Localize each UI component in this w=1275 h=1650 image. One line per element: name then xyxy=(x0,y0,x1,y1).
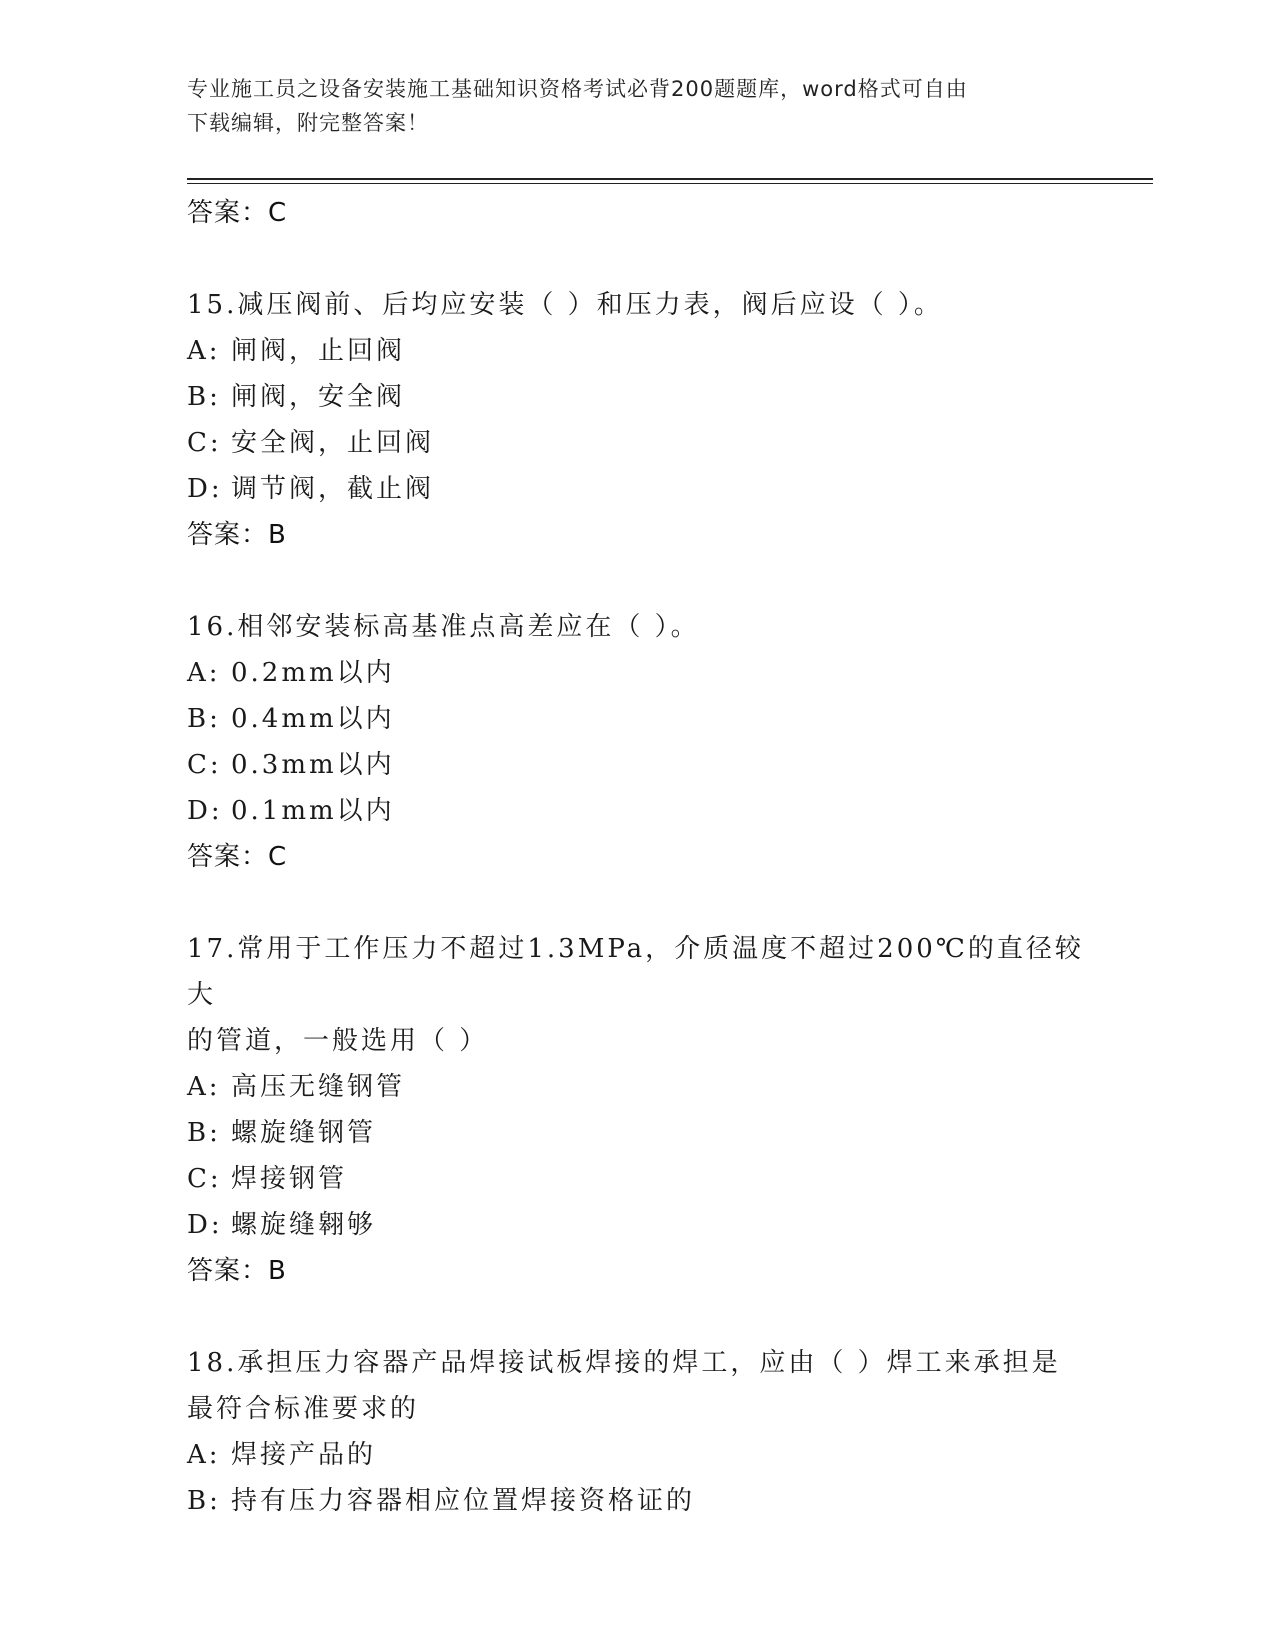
option-text: 螺旋缝翱够 xyxy=(231,1210,377,1240)
option-text: 0.1mm以内 xyxy=(231,796,395,826)
spacer xyxy=(187,558,1087,604)
option-letter: A: xyxy=(187,658,221,688)
option-letter: C: xyxy=(187,1164,222,1194)
document-header xyxy=(187,72,1067,140)
question-text: 18.承担压力容器产品焊接试板焊接的焊工，应由（ ）焊工来承担是 xyxy=(187,1348,1061,1378)
header-divider-thin xyxy=(187,183,1153,184)
option-text: 闸阀，安全阀 xyxy=(231,382,406,412)
option-letter: A: xyxy=(187,1072,221,1102)
option-text: 持有压力容器相应位置焊接资格证的 xyxy=(231,1486,696,1516)
question-block xyxy=(187,1340,1087,1524)
header-line-1: 专业施工员之设备安装施工基础知识资格考试必背200题题库，word格式可自由 xyxy=(187,77,968,101)
question-block xyxy=(187,926,1087,1294)
option-text: 闸阀，止回阀 xyxy=(231,336,406,366)
option-letter: B: xyxy=(187,1486,221,1516)
option-text: 焊接钢管 xyxy=(231,1164,348,1194)
option-letter: C: xyxy=(187,428,222,458)
option-c xyxy=(187,1156,1087,1202)
option-d xyxy=(187,788,1087,834)
option-text: 0.2mm以内 xyxy=(231,658,395,688)
option-d xyxy=(187,466,1087,512)
option-b xyxy=(187,1478,1087,1524)
option-b xyxy=(187,1110,1087,1156)
option-text: 高压无缝钢管 xyxy=(231,1072,406,1102)
spacer xyxy=(187,236,1087,282)
header-line-2: 下载编辑，附完整答案！ xyxy=(187,111,429,135)
option-text: 0.4mm以内 xyxy=(231,704,395,734)
option-text: 螺旋缝钢管 xyxy=(231,1118,377,1148)
option-a xyxy=(187,328,1087,374)
option-a xyxy=(187,1064,1087,1110)
option-letter: A: xyxy=(187,336,221,366)
header-divider-thick xyxy=(187,178,1153,180)
option-c xyxy=(187,420,1087,466)
question-text-continued: 最符合标准要求的 xyxy=(187,1394,420,1424)
option-letter: D: xyxy=(187,796,223,826)
option-a xyxy=(187,650,1087,696)
answer-line: 答案：C xyxy=(187,842,288,872)
option-letter: D: xyxy=(187,474,223,504)
option-text: 调节阀，截止阀 xyxy=(231,474,435,504)
question-block xyxy=(187,604,1087,880)
option-letter: B: xyxy=(187,704,221,734)
question-text: 15.减压阀前、后均应安装（ ）和压力表，阀后应设（ ）。 xyxy=(187,290,943,320)
option-letter: C: xyxy=(187,750,222,780)
option-letter: D: xyxy=(187,1210,223,1240)
spacer xyxy=(187,1294,1087,1340)
question-block xyxy=(187,282,1087,558)
option-d xyxy=(187,1202,1087,1248)
answer-line: 答案：C xyxy=(187,198,288,228)
option-a xyxy=(187,1432,1087,1478)
question-list xyxy=(187,190,1087,1524)
option-text: 安全阀，止回阀 xyxy=(231,428,435,458)
option-text: 焊接产品的 xyxy=(231,1440,377,1470)
question-text: 16.相邻安装标高基准点高差应在（ ）。 xyxy=(187,612,700,642)
option-letter: B: xyxy=(187,382,221,412)
option-letter: B: xyxy=(187,1118,221,1148)
answer-line: 答案：B xyxy=(187,1256,287,1286)
option-c xyxy=(187,742,1087,788)
question-text: 17.常用于工作压力不超过1.3MPa，介质温度不超过200℃的直径较大 xyxy=(187,934,1084,1010)
option-text: 0.3mm以内 xyxy=(231,750,395,780)
option-letter: A: xyxy=(187,1440,221,1470)
option-b xyxy=(187,696,1087,742)
option-b xyxy=(187,374,1087,420)
spacer xyxy=(187,880,1087,926)
question-text-continued: 的管道，一般选用（ ） xyxy=(187,1026,489,1056)
answer-line: 答案：B xyxy=(187,520,287,550)
